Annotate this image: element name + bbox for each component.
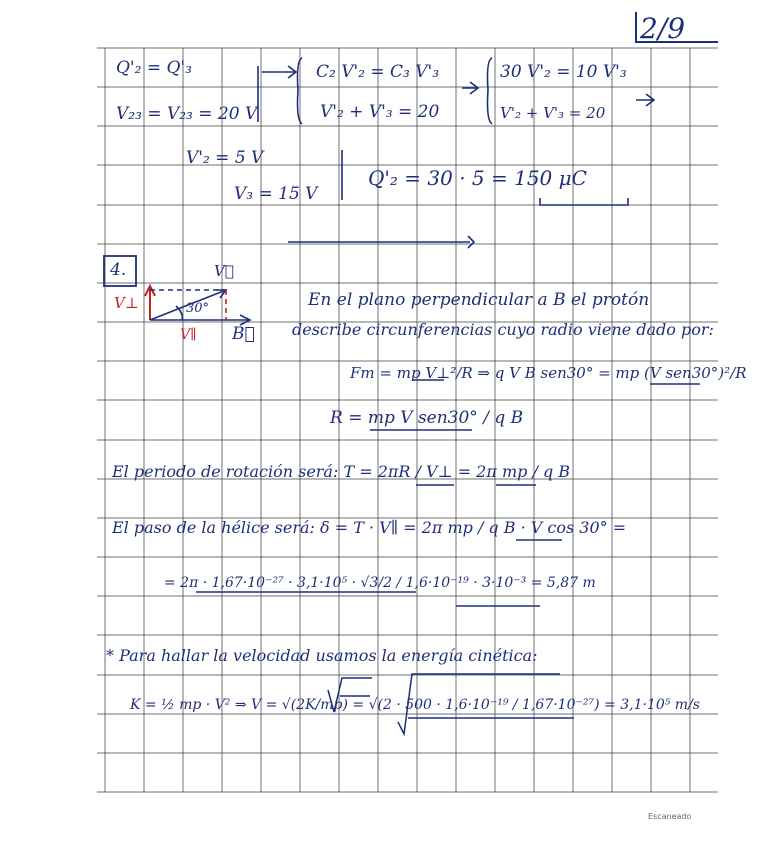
vector-b-label: B⃗ — [232, 324, 255, 344]
eq-c-v-relation: C₂ V'₂ = C₃ V'₃ — [316, 62, 440, 82]
vector-v-perp-label: V⊥ — [114, 294, 139, 312]
text-period: El periodo de rotación será: T = 2πR / V⊥ = 2π mp / q B — [112, 462, 571, 481]
vector-v-label: V⃗ — [214, 262, 234, 280]
result-q2: Q'₂ = 30 · 5 = 150 μC — [368, 166, 587, 190]
result-v2: V'₂ = 5 V — [186, 148, 264, 168]
problem-number: 4. — [110, 260, 127, 280]
result-v3: V₃ = 15 V — [234, 184, 318, 204]
eq-magnetic-force: Fm = mp V⊥²/R ⇒ q V B sen30° = mp (V sen30°)²/R — [350, 364, 747, 382]
vector-v-par-label: V∥ — [180, 327, 197, 343]
eq-v-sum: V'₂ + V'₃ = 20 — [320, 102, 440, 122]
eq-voltage-sum: V₂₃ = V₂₃ = 20 V — [116, 104, 258, 124]
page-number: 2/9 — [640, 12, 686, 45]
eq-pitch-calculation: = 2π · 1,67·10⁻²⁷ · 3,1·10⁵ · √3/2 / 1,6·10⁻¹⁹ · 3·10⁻³ = 5,87 m — [164, 575, 596, 591]
text-perpendicular-plane: En el plano perpendicular a B el protón — [308, 290, 650, 310]
angle-label: 30° — [186, 301, 210, 316]
eq-charges-equal: Q'₂ = Q'₃ — [116, 58, 192, 78]
text-circumference: describe circunferencias cuyo radio viene dado por: — [292, 320, 714, 339]
eq-radius: R = mp V sen30° / q B — [330, 408, 524, 428]
eq-numeric-relation: 30 V'₂ = 10 V'₃ — [500, 62, 627, 82]
eq-velocity-calculation: K = ½ mp · V² ⇒ V = √(2K/mp) = √(2 · 500 · 1,6·10⁻¹⁹ / 1,67·10⁻²⁷) = 3,1·10⁵ m/s — [130, 697, 700, 713]
text-helix-pitch: El paso de la hélice será: δ = T · V∥ = 2π mp / q B · V cos 30° = — [112, 518, 627, 537]
text-velocity-intro: * Para hallar la velocidad usamos la energía cinética: — [106, 646, 538, 665]
scan-footer: Escaneado — [648, 812, 692, 821]
eq-numeric-sum: V'₂ + V'₃ = 20 — [500, 104, 606, 122]
